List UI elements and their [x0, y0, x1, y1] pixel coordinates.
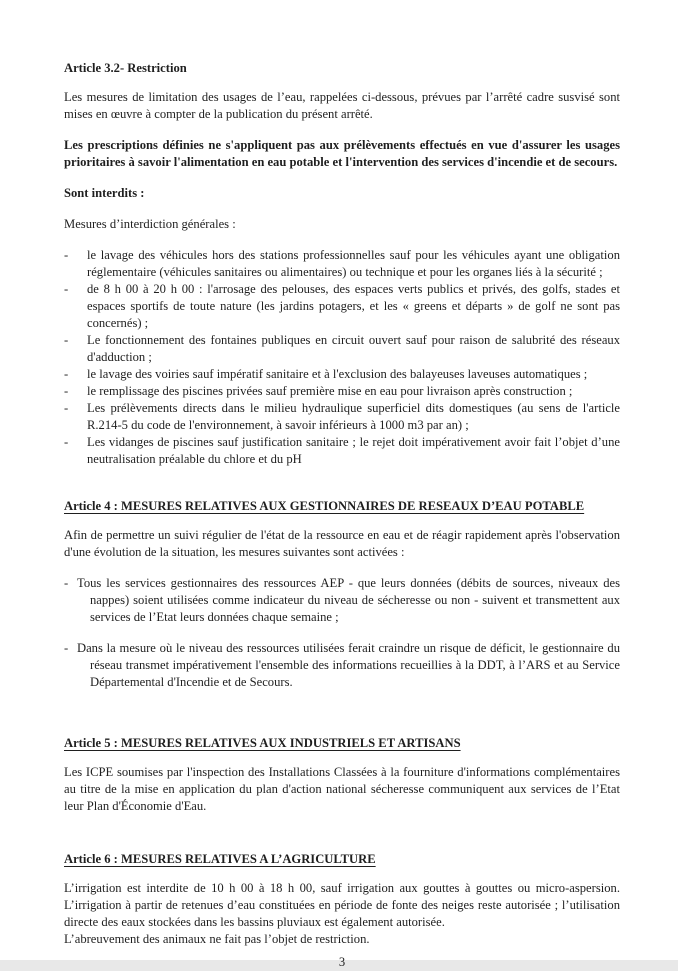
list-item-text: Les prélèvements directs dans le milieu hydraulique superficiel dits domestiques (au sens de l'article R.214-5 du code de l'environnement, à savoir inférieurs à 1000 m3 par an) ;: [87, 401, 620, 432]
sont-interdits-label: Sont interdits :: [64, 186, 145, 200]
dash-bullet-marker: -: [64, 384, 69, 398]
dash-bullet-marker: -: [64, 248, 69, 262]
list-item-text: le lavage des véhicules hors des stations professionnelles sauf pour les véhicules ayant une obligation réglementaire (véhicules sanitaires ou alimentaires) ou technique et pour les organes liés à la sécurité ;: [87, 248, 620, 279]
dash-paragraph-text: Tous les services gestionnaires des ressources AEP - que leurs données (débits de sources, niveaux des nappes) soient utilisées comme indicateur du niveau de sécheresse ou non - suivent et transmettent aux services de l’Etat leurs données chaque semaine ;: [77, 576, 620, 624]
deficit-risk-paragraph: [64, 640, 620, 691]
article-6-heading: Article 6 : MESURES RELATIVES A L’AGRICULTURE: [64, 852, 376, 866]
dash-paragraph-text: Dans la mesure où le niveau des ressources utilisées ferait craindre un risque de déficit, le gestionnaire du réseau transmet impérativement l'ensemble des informations recueillies à la DDT, à l’ARS et au Service Départemental d'Incendie et de Secours.: [77, 641, 620, 689]
dash-bullet-marker: -: [64, 401, 69, 415]
list-item: [64, 366, 620, 383]
list-item: [64, 281, 620, 332]
list-item-text: Le fonctionnement des fontaines publiques en circuit ouvert sauf pour raison de salubrité des réseaux d'adduction ;: [87, 333, 620, 364]
list-item: [64, 400, 620, 434]
dash-bullet-marker: -: [64, 641, 69, 655]
dash-bullet-marker: -: [64, 435, 69, 449]
list-item: [64, 434, 620, 468]
list-item-text: de 8 h 00 à 20 h 00 : l'arrosage des pelouses, des espaces verts publics et privés, des golfs, stades et espaces sportifs de toute nature (les jardins potagers, et les « greens et départs » de golf ne sont pas concernés) ;: [87, 282, 620, 330]
dash-bullet-marker: -: [64, 333, 69, 347]
list-item: [64, 383, 620, 400]
article-3-2-heading: Article 3.2- Restriction: [64, 61, 187, 75]
section-spacer: [64, 482, 620, 498]
list-item-text: Les vidanges de piscines sauf justification sanitaire ; le rejet doit impérativement avoir fait l’objet d’une neutralisation préalable du chlore et du pH: [87, 435, 620, 466]
article-4-intro-paragraph: Afin de permettre un suivi régulier de l'état de la ressource en eau et de réagir rapidement après l'observation d'une évolution de la situation, les mesures suivantes sont activées :: [64, 528, 620, 559]
icpe-paragraph: Les ICPE soumises par l'inspection des Installations Classées à la fourniture d'informations complémentaires au titre de la mise en application du plan d'action national sécheresse communiquent aux services de l’Etat leur Plan d'Économie d'Eau.: [64, 765, 620, 813]
list-item-text: le remplissage des piscines privées sauf première mise en eau pour livraison après construction ;: [87, 384, 573, 398]
mesures-generales-label: Mesures d’interdiction générales :: [64, 217, 236, 231]
interdiction-bullet-list: [64, 247, 620, 468]
list-item-text: le lavage des voiries sauf impératif sanitaire et à l'exclusion des balayeuses laveuses automatiques ;: [87, 367, 588, 381]
aep-services-paragraph: [64, 575, 620, 626]
article-4-heading: Article 4 : MESURES RELATIVES AUX GESTIONNAIRES DE RESEAUX D’EAU POTABLE: [64, 499, 585, 513]
list-item: [64, 332, 620, 366]
dash-bullet-marker: -: [64, 282, 69, 296]
prescriptions-bold-paragraph: Les prescriptions définies ne s'appliquent pas aux prélèvements effectués en vue d'assurer les usages prioritaires à savoir l'alimentation en eau potable et l'intervention des services d'incendie et de secours.: [64, 138, 620, 169]
abreuvement-paragraph: L’abreuvement des animaux ne fait pas l’objet de restriction.: [64, 932, 370, 946]
section-spacer: [64, 829, 620, 851]
list-item: [64, 247, 620, 281]
article-5-heading: Article 5 : MESURES RELATIVES AUX INDUSTRIELS ET ARTISANS: [64, 736, 461, 750]
section-spacer: [64, 705, 620, 735]
dash-bullet-marker: -: [64, 367, 69, 381]
limitation-measures-paragraph: Les mesures de limitation des usages de l’eau, rappelées ci-dessous, prévues par l’arrêté cadre susvisé sont mises en œuvre à compter de la publication du présent arrêté.: [64, 90, 620, 121]
dash-bullet-marker: -: [64, 576, 69, 590]
page-number: 3: [338, 955, 346, 969]
irrigation-paragraph: L’irrigation est interdite de 10 h 00 à 18 h 00, sauf irrigation aux gouttes à gouttes ou micro-aspersion. L’irrigation à partir de retenues d’eau constituées en période de fonte des neiges reste autorisée ; l’utilisation directe des eaux stockées dans les bassins pluviaux est également autorisée.: [64, 881, 620, 929]
